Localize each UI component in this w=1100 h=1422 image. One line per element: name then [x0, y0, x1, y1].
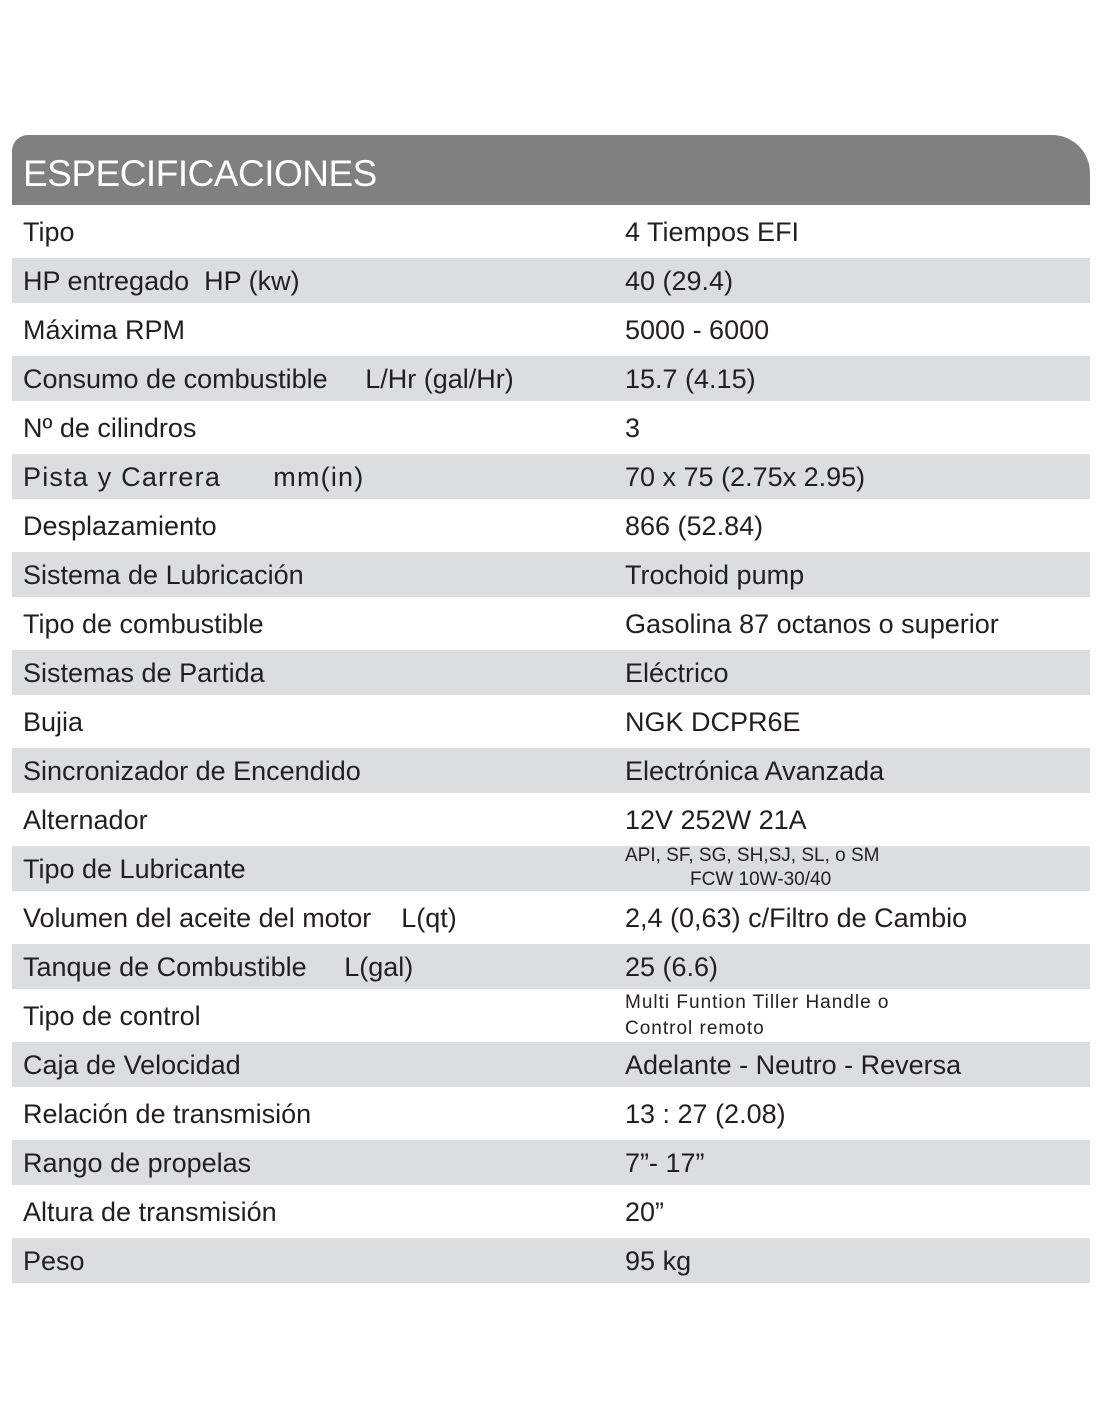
spec-value: Eléctrico [625, 657, 729, 688]
spec-row [12, 944, 1090, 989]
spec-label: Altura de transmisión [23, 1196, 277, 1227]
spec-value: NGK DCPR6E [625, 706, 801, 737]
spec-value: 20” [625, 1196, 665, 1227]
spec-value: 4 Tiempos EFI [625, 216, 800, 247]
spec-unit: mm(in) [273, 461, 365, 492]
spec-row [12, 699, 1090, 744]
spec-value: 25 (6.6) [625, 951, 719, 982]
spec-value: Adelante - Neutro - Reversa [625, 1049, 962, 1080]
spec-label: Pista y Carrera mm(in) [23, 461, 365, 492]
spec-row [12, 601, 1090, 646]
spec-label: Tanque de Combustible L(gal) [23, 951, 414, 982]
spec-label: Volumen del aceite del motor L(qt) [23, 902, 457, 933]
spec-value: 866 (52.84) [625, 510, 764, 541]
spec-value [625, 844, 879, 892]
spec-value-line: FCW 10W-30/40 [690, 869, 832, 890]
spec-row [12, 993, 1090, 1038]
spec-value: 12V 252W 21A [625, 804, 807, 835]
spec-label: HP entregado HP (kw) [23, 265, 300, 296]
spec-row [12, 797, 1090, 842]
spec-label: Sistemas de Partida [23, 657, 265, 688]
spec-label: Nº de cilindros [23, 412, 197, 443]
spec-value: 15.7 (4.15) [625, 363, 756, 394]
spec-value: 7”- 17” [625, 1147, 705, 1178]
spec-unit: L(qt) [401, 902, 457, 933]
spec-value-line: Multi Funtion Tiller Handle o [625, 992, 890, 1013]
spec-label: Rango de propelas [23, 1147, 252, 1178]
spec-label: Alternador [23, 804, 148, 835]
spec-row [12, 895, 1090, 940]
spec-value: Trochoid pump [625, 559, 805, 590]
spec-value: 40 (29.4) [625, 265, 734, 296]
spec-value-line: API, SF, SG, SH,SJ, SL, o SM [625, 845, 880, 866]
spec-row [12, 1140, 1090, 1185]
spec-value: Electrónica Avanzada [625, 755, 885, 786]
spec-value: Gasolina 87 octanos o superior [625, 608, 999, 639]
spec-row [12, 1042, 1090, 1087]
spec-row [12, 454, 1090, 499]
spec-header [12, 135, 1090, 205]
spec-value: 5000 - 6000 [625, 314, 770, 345]
spec-row [12, 650, 1090, 695]
spec-row [12, 1238, 1090, 1283]
spec-sheet [12, 135, 1090, 1283]
spec-label: Tipo [23, 216, 75, 247]
spec-label: Relación de transmisión [23, 1098, 312, 1129]
spec-label: Bujia [23, 706, 84, 737]
spec-value [625, 990, 890, 1042]
spec-label: Tipo de Lubricante [23, 853, 246, 884]
spec-row [12, 258, 1090, 303]
spec-value: 95 kg [625, 1245, 692, 1276]
spec-label: Tipo de control [23, 1000, 201, 1031]
spec-row [12, 209, 1090, 254]
spec-table [12, 209, 1090, 1283]
spec-label: Sistema de Lubricación [23, 559, 304, 590]
spec-label: Máxima RPM [23, 314, 186, 345]
spec-row [12, 846, 1090, 891]
spec-row [12, 356, 1090, 401]
spec-row [12, 1091, 1090, 1136]
spec-row [12, 748, 1090, 793]
spec-value: 13 : 27 (2.08) [625, 1098, 786, 1129]
spec-label: Peso [23, 1245, 85, 1276]
spec-label: Desplazamiento [23, 510, 217, 541]
spec-label: Tipo de combustible [23, 608, 264, 639]
spec-row [12, 1189, 1090, 1234]
spec-value-unit: kg [662, 1245, 692, 1276]
spec-label: Caja de Velocidad [23, 1049, 241, 1080]
spec-title: ESPECIFICACIONES [23, 153, 377, 194]
spec-value: 70 x 75 (2.75x 2.95) [625, 461, 866, 492]
spec-row [12, 552, 1090, 597]
spec-row [12, 307, 1090, 352]
spec-value-line: Control remoto [625, 1018, 765, 1039]
spec-row [12, 503, 1090, 548]
spec-unit: HP (kw) [204, 265, 300, 296]
spec-label: Consumo de combustible L/Hr (gal/Hr) [23, 363, 514, 394]
spec-row [12, 405, 1090, 450]
spec-label: Sincronizador de Encendido [23, 755, 361, 786]
spec-value: 2,4 (0,63) c/Filtro de Cambio [625, 902, 968, 933]
spec-value: 3 [625, 412, 641, 443]
spec-unit: L/Hr (gal/Hr) [365, 363, 514, 394]
spec-unit: L(gal) [344, 951, 414, 982]
